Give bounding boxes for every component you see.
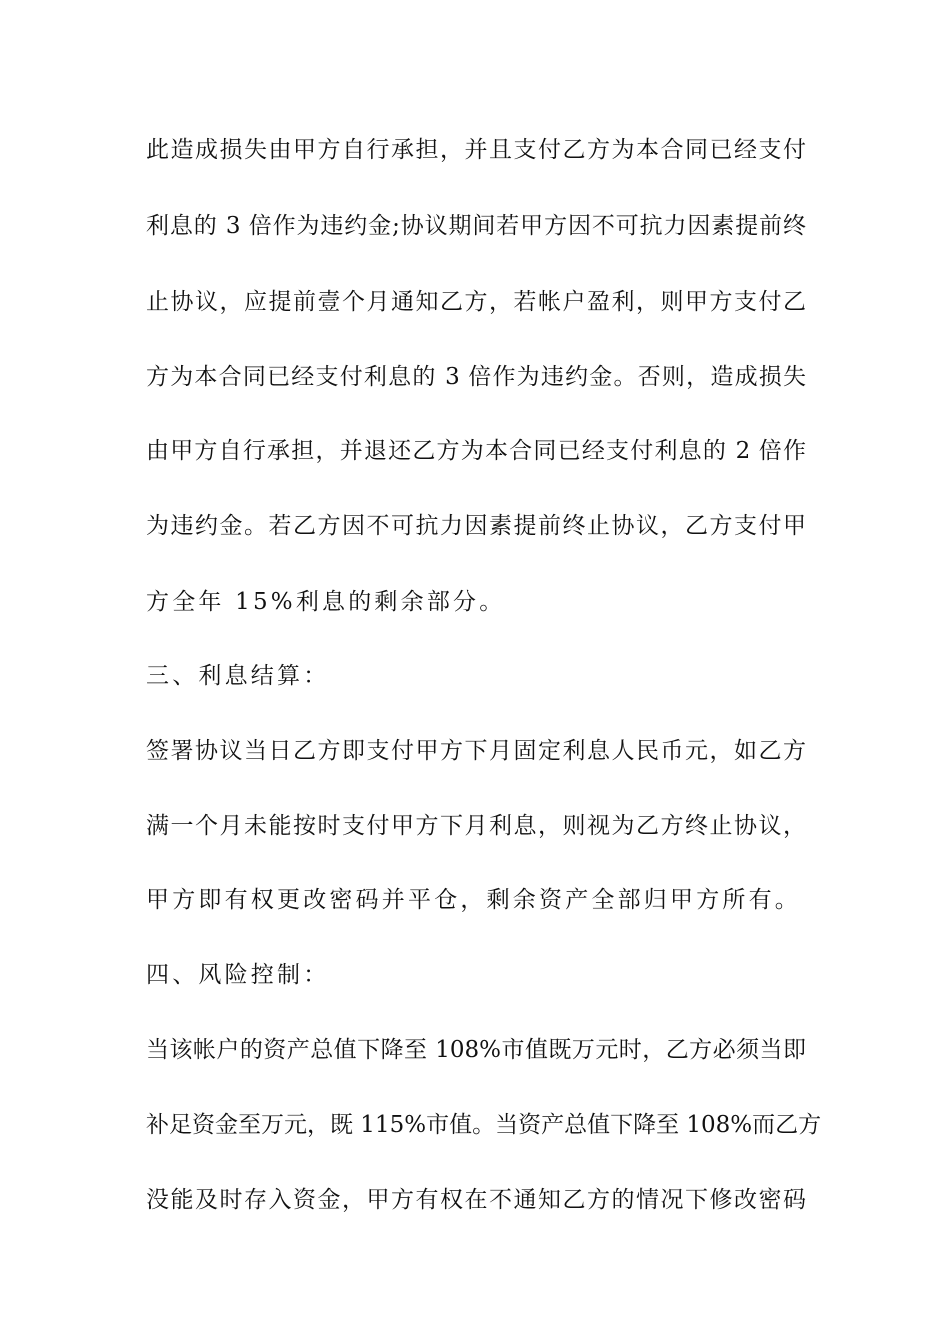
section-heading: 四、风险控制： — [146, 962, 330, 988]
paragraph-line: 满一个月未能按时支付甲方下月利息，则视为乙方终止协议， — [146, 813, 806, 839]
section-heading: 三、利息结算： — [146, 663, 330, 689]
paragraph-line: 签署协议当日乙方即支付甲方下月固定利息人民币元，如乙方 — [146, 738, 806, 764]
paragraph-line: 没能及时存入资金，甲方有权在不通知乙方的情况下修改密码 — [146, 1187, 806, 1213]
paragraph-line: 当该帐户的资产总值下降至 108%市值既万元时，乙方必须当即 — [146, 1037, 806, 1063]
paragraph-line: 此造成损失由甲方自行承担，并且支付乙方为本合同已经支付 — [146, 137, 806, 163]
paragraph-line: 为违约金。若乙方因不可抗力因素提前终止协议，乙方支付甲 — [146, 513, 806, 539]
paragraph-line: 止协议，应提前壹个月通知乙方，若帐户盈利，则甲方支付乙 — [146, 289, 806, 315]
paragraph-line: 利息的 3 倍作为违约金;协议期间若甲方因不可抗力因素提前终 — [146, 213, 806, 239]
paragraph-line: 方为本合同已经支付利息的 3 倍作为违约金。否则，造成损失 — [146, 364, 806, 390]
paragraph-line: 由甲方自行承担，并退还乙方为本合同已经支付利息的 2 倍作 — [146, 438, 806, 464]
paragraph-line: 甲方即有权更改密码并平仓，剩余资产全部归甲方所有。 — [146, 887, 801, 913]
paragraph-line: 补足资金至万元，既 115%市值。当资产总值下降至 108%而乙方 — [146, 1112, 822, 1138]
paragraph-line: 方全年 15%利息的剩余部分。 — [146, 589, 506, 615]
